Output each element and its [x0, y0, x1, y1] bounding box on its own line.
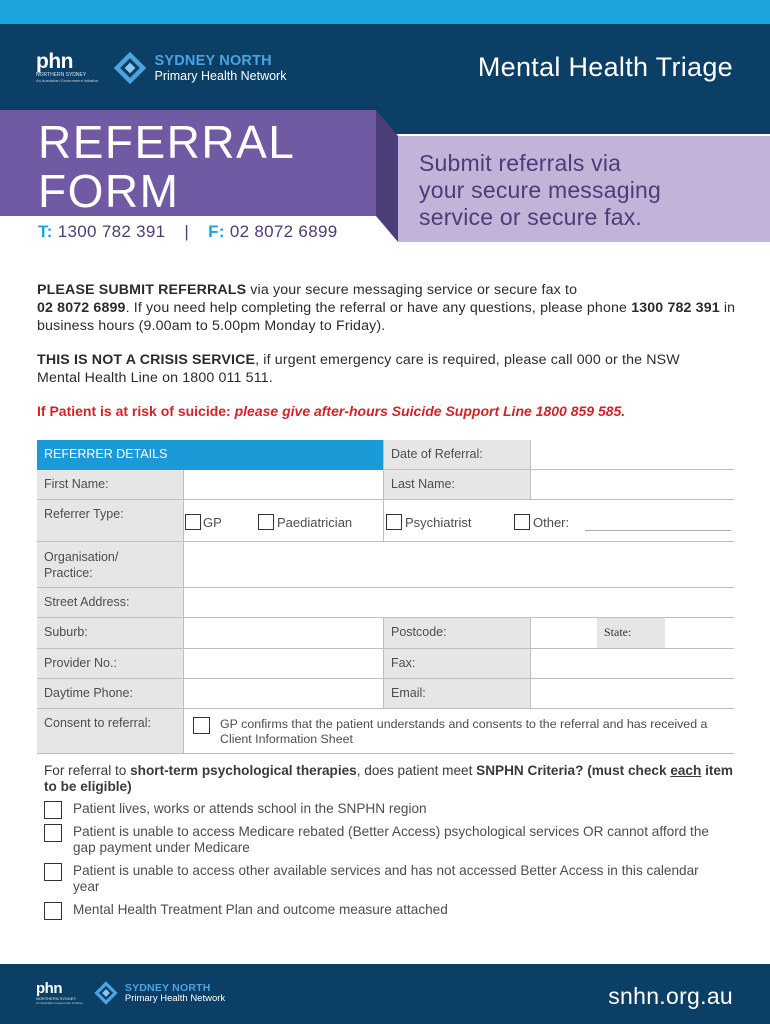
other-text-field[interactable] [585, 530, 731, 531]
street-address-label: Street Address: [37, 588, 183, 618]
other-option-label: Other: [533, 515, 570, 530]
fax-key: F: [208, 222, 225, 241]
criteria-mid: , does patient meet [356, 763, 477, 778]
banner-fold [376, 110, 398, 242]
referrer-type-label: Referrer Type: [37, 500, 183, 542]
phn-word: phn [36, 50, 73, 73]
criteria-bold2: SNPHN Criteria? (must check [476, 763, 671, 778]
footer-sn-line2: Primary Health Network [124, 992, 226, 1004]
footer-bar [0, 964, 770, 1024]
email-field[interactable] [531, 679, 734, 709]
column-divider-5 [530, 618, 531, 709]
submit-banner-text [419, 150, 661, 231]
title-line2: FORM [38, 165, 180, 217]
paediatrician-checkbox[interactable] [258, 514, 274, 530]
organisation-label-line1: Organisation/ [44, 550, 119, 564]
contact-line [38, 222, 337, 242]
phn-subtitle: NORTHERN SYDNEY [36, 72, 87, 78]
criteria-bold3: item to be eligible) [44, 763, 734, 794]
organisation-label-line2: Practice: [44, 566, 93, 580]
banner-line2: your secure messaging [419, 177, 661, 203]
footer-logo [36, 980, 225, 1006]
banner-line3: service or secure fax. [419, 204, 642, 230]
phn-wordmark [36, 52, 98, 84]
phone-key: T: [38, 222, 53, 241]
criteria-checkbox-3[interactable] [44, 863, 62, 881]
gp-option-label: GP [203, 515, 222, 530]
fax-label: Fax: [384, 649, 530, 679]
state-field[interactable] [665, 618, 734, 649]
banner-line1: Submit referrals via [419, 150, 622, 176]
footer-sn-line1: SYDNEY NORTH [124, 981, 211, 994]
intro-text2: . If you need help completing the referral or have any questions, please phone [125, 300, 632, 316]
criteria-checkbox-1[interactable] [44, 801, 62, 819]
sn-line1: SYDNEY NORTH [154, 52, 272, 69]
suburb-field[interactable] [183, 618, 384, 649]
intro-paragraph [37, 281, 737, 335]
intro-fax: 02 8072 6899 [37, 300, 126, 316]
criteria-lead: For referral to [44, 763, 131, 778]
state-label: State: [597, 618, 665, 649]
first-name-label: First Name: [37, 470, 183, 500]
column-divider-3 [383, 618, 384, 709]
column-divider-1 [183, 470, 184, 754]
footer-sydney-north-wordmark [125, 983, 225, 1004]
fax-field[interactable] [531, 649, 734, 679]
consent-label: Consent to referral: [37, 709, 183, 754]
criteria-checkbox-2[interactable] [44, 824, 62, 842]
footer-phn-wordmark [36, 981, 83, 1005]
paediatrician-option-label: Paediatrician [277, 515, 353, 530]
date-of-referral-field[interactable] [531, 440, 734, 470]
daytime-phone-field[interactable] [183, 679, 384, 709]
fax-number: 02 8072 6899 [229, 222, 338, 241]
gp-checkbox[interactable] [185, 514, 201, 530]
criteria-item-text: Patient is unable to access other available services and has not accessed Better Access in this calendar year [73, 863, 699, 894]
crisis-text: , if urgent emergency care is required, please call 000 or the NSW Mental Health Line on 1800 011 511. [37, 352, 680, 386]
last-name-field[interactable] [531, 470, 734, 500]
postcode-field[interactable] [531, 618, 597, 649]
psychiatrist-option-label: Psychiatrist [405, 515, 472, 530]
postcode-label: Postcode: [384, 618, 530, 649]
street-address-field[interactable] [183, 588, 734, 618]
daytime-phone-label: Daytime Phone: [37, 679, 183, 709]
sydney-north-wordmark [154, 54, 286, 83]
phone-number[interactable]: 1300 782 391 [57, 222, 166, 241]
page-title: Mental Health Triage [477, 52, 733, 82]
suicide-text: please give after-hours Suicide Support Line 1800 859 585. [234, 403, 626, 419]
first-name-field[interactable] [183, 470, 384, 500]
phn-tagline: An Australian Government Initiative [36, 78, 99, 83]
section-title: REFERRER DETAILS [37, 440, 383, 470]
consent-checkbox[interactable] [193, 717, 210, 734]
organisation-field[interactable] [183, 542, 734, 588]
suicide-lead: If Patient is at risk of suicide: [37, 403, 235, 419]
psychiatrist-checkbox[interactable] [386, 514, 402, 530]
referral-form-title [38, 118, 295, 216]
column-divider-2 [383, 440, 384, 542]
sn-line2: Primary Health Network [154, 68, 287, 83]
email-label: Email: [384, 679, 530, 709]
provider-no-field[interactable] [183, 649, 384, 679]
criteria-checkbox-4[interactable] [44, 902, 62, 920]
intro-phone: 1300 782 391 [631, 300, 720, 316]
crisis-paragraph [37, 351, 727, 387]
last-name-label: Last Name: [384, 470, 530, 500]
suicide-notice [37, 403, 625, 419]
criteria-item-text: Mental Health Treatment Plan and outcome measure attached [73, 902, 448, 917]
column-divider-4 [530, 440, 531, 500]
criteria-question [44, 763, 734, 795]
intro-text3: in business hours (9.00am to 5.00pm Monday to Friday). [37, 300, 736, 334]
top-accent-strip [0, 0, 770, 24]
title-line1: REFERRAL [38, 116, 296, 168]
footer-phn-subtitle: NORTHERN SYDNEY [36, 996, 77, 1001]
referrer-details-form [37, 440, 734, 754]
intro-bold: PLEASE SUBMIT REFERRALS [37, 282, 247, 298]
suburb-label: Suburb: [37, 618, 183, 649]
criteria-bold1: short-term psychological therapies [130, 763, 357, 778]
footer-phn-word: phn [36, 980, 62, 997]
intro-text1: via your secure messaging service or secure fax to [246, 282, 578, 298]
criteria-each: each [670, 763, 702, 778]
phn-logo [36, 50, 286, 86]
footer-phn-tagline: An Australian Government Initiative [36, 1001, 83, 1005]
criteria-item-text: Patient lives, works or attends school in the SNPHN region [73, 801, 427, 816]
date-of-referral-label: Date of Referral: [384, 440, 530, 470]
organisation-label [37, 542, 183, 588]
other-checkbox[interactable] [514, 514, 530, 530]
criteria-item-text: Patient is unable to access Medicare rebated (Better Access) psychological services OR cannot afford the gap payment under Medicare [73, 824, 709, 855]
crisis-bold: THIS IS NOT A CRISIS SERVICE [37, 352, 256, 368]
footer-sydney-north-mark-icon [93, 980, 119, 1006]
website-link[interactable]: snhn.org.au [608, 983, 733, 1009]
consent-text: GP confirms that the patient understands and consents to the referral and has received a Client Information Sheet [220, 717, 708, 746]
provider-no-label: Provider No.: [37, 649, 183, 679]
sydney-north-mark-icon [112, 50, 148, 86]
contact-separator: | [184, 222, 190, 241]
